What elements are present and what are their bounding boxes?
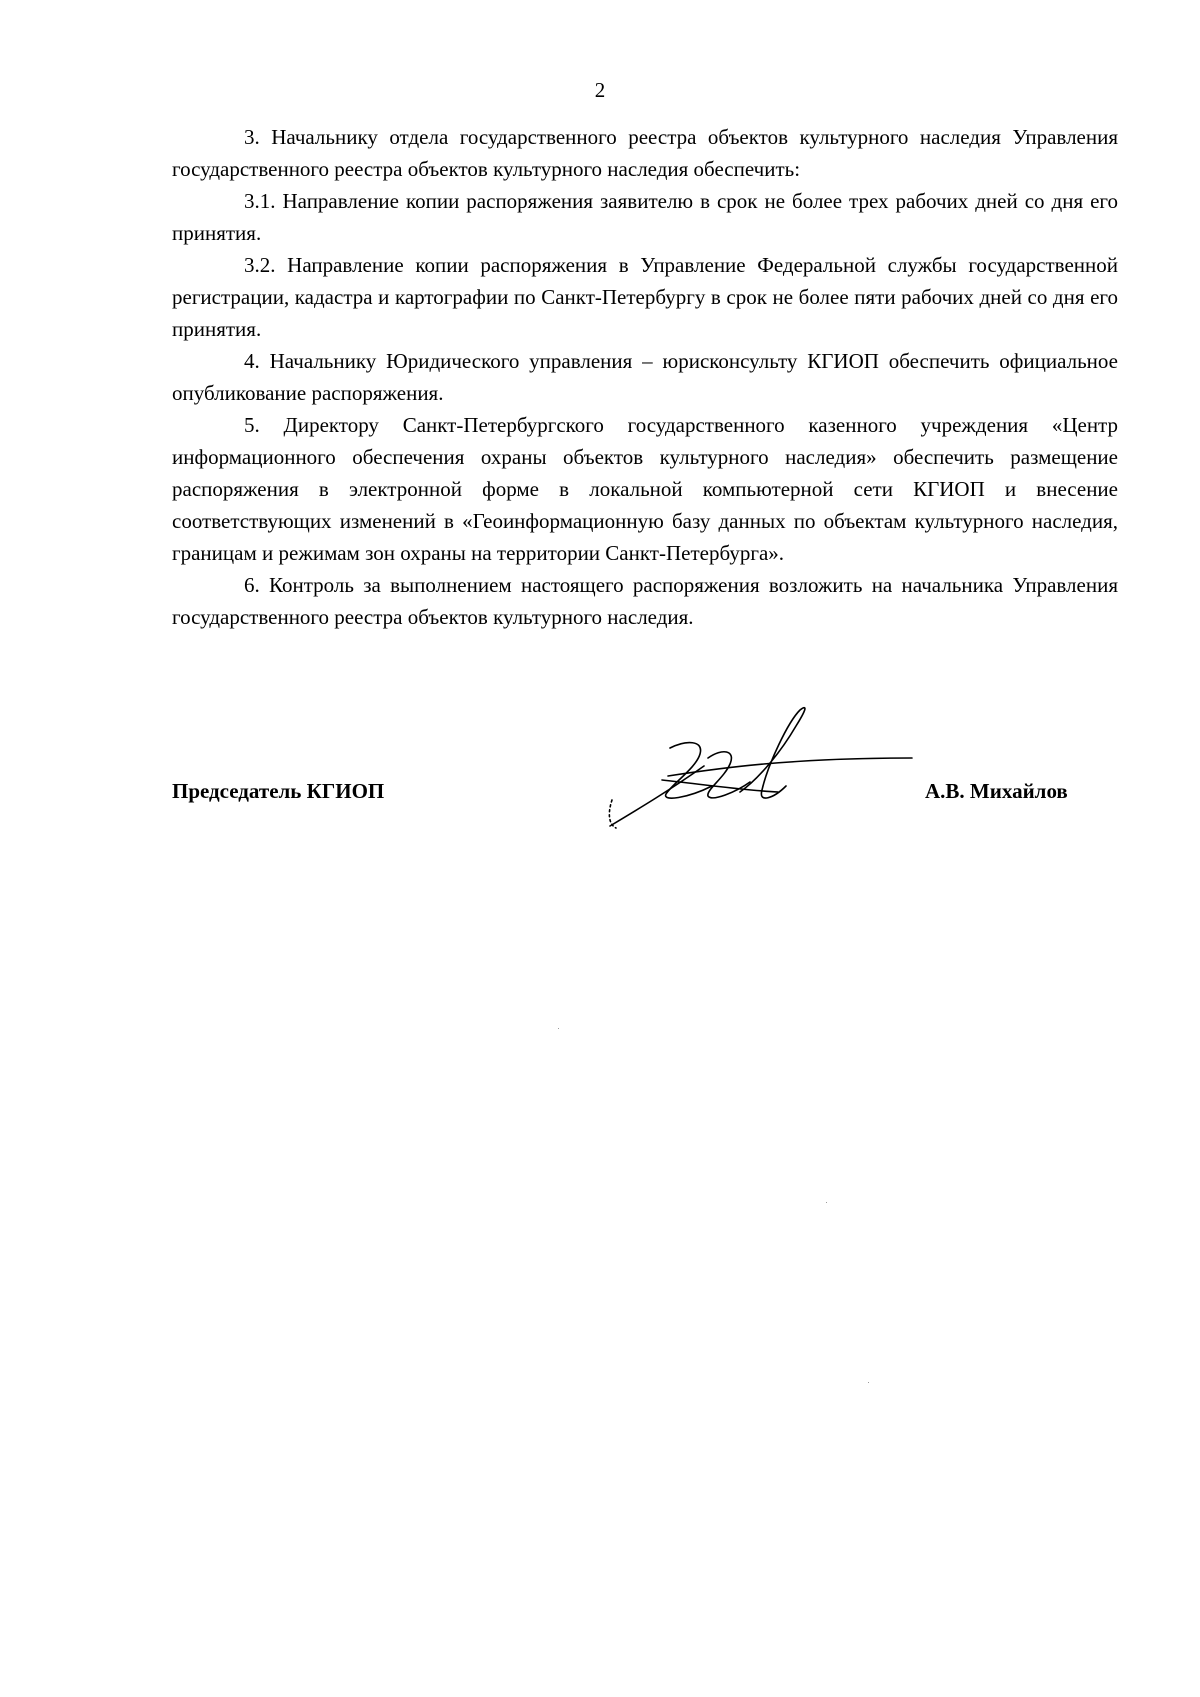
- scan-speck: [558, 1028, 559, 1029]
- signature-stroke-horizontal: [668, 758, 912, 776]
- paragraph-5: 5. Директору Санкт-Петербургского государственного казенного учреждения «Центр информационного обеспечения охраны объектов культурного наследия» обеспечить размещение распоряжения в электронной форме в локальной компьютерной сети КГИОП и внесение соответствующих изменений в «Геоинформационную базу данных по объектам культурного наследия, границам и режимам зон охраны на территории Санкт-Петербурга».: [172, 413, 1118, 565]
- paragraph-3-2: 3.2. Направление копии распоряжения в Управление Федеральной службы государственной регистрации, кадастра и картографии по Санкт-Петербургу в срок не более пяти рабочих дней со дня его принятия.: [172, 253, 1118, 341]
- signature-stroke-loop-2: [708, 752, 750, 798]
- signature-stroke-flourish: [740, 708, 805, 798]
- paragraph-6: 6. Контроль за выполнением настоящего распоряжения возложить на начальника Управления государственного реестра объектов культурного наследия.: [172, 573, 1118, 629]
- paragraph-3-1: 3.1. Направление копии распоряжения заявителю в срок не более трех рабочих дней со дня его принятия.: [172, 189, 1118, 245]
- signer-title: Председатель КГИОП: [172, 779, 385, 803]
- paragraph-3: 3. Начальнику отдела государственного реестра объектов культурного наследия Управления государственного реестра объектов культурного наследия обеспечить:: [172, 125, 1118, 181]
- signature-stroke-diagonal: [610, 766, 704, 826]
- signer-name: А.В. Михайлов: [925, 779, 1068, 803]
- handwritten-signature: [600, 700, 930, 850]
- signature-stroke-cross: [662, 780, 778, 792]
- scan-speck: [868, 1382, 869, 1383]
- paragraph-4: 4. Начальнику Юридического управления – юрисконсульту КГИОП обеспечить официальное опубликование распоряжения.: [172, 349, 1118, 405]
- page-number: 2: [594, 78, 606, 102]
- scan-speck: [826, 1202, 827, 1203]
